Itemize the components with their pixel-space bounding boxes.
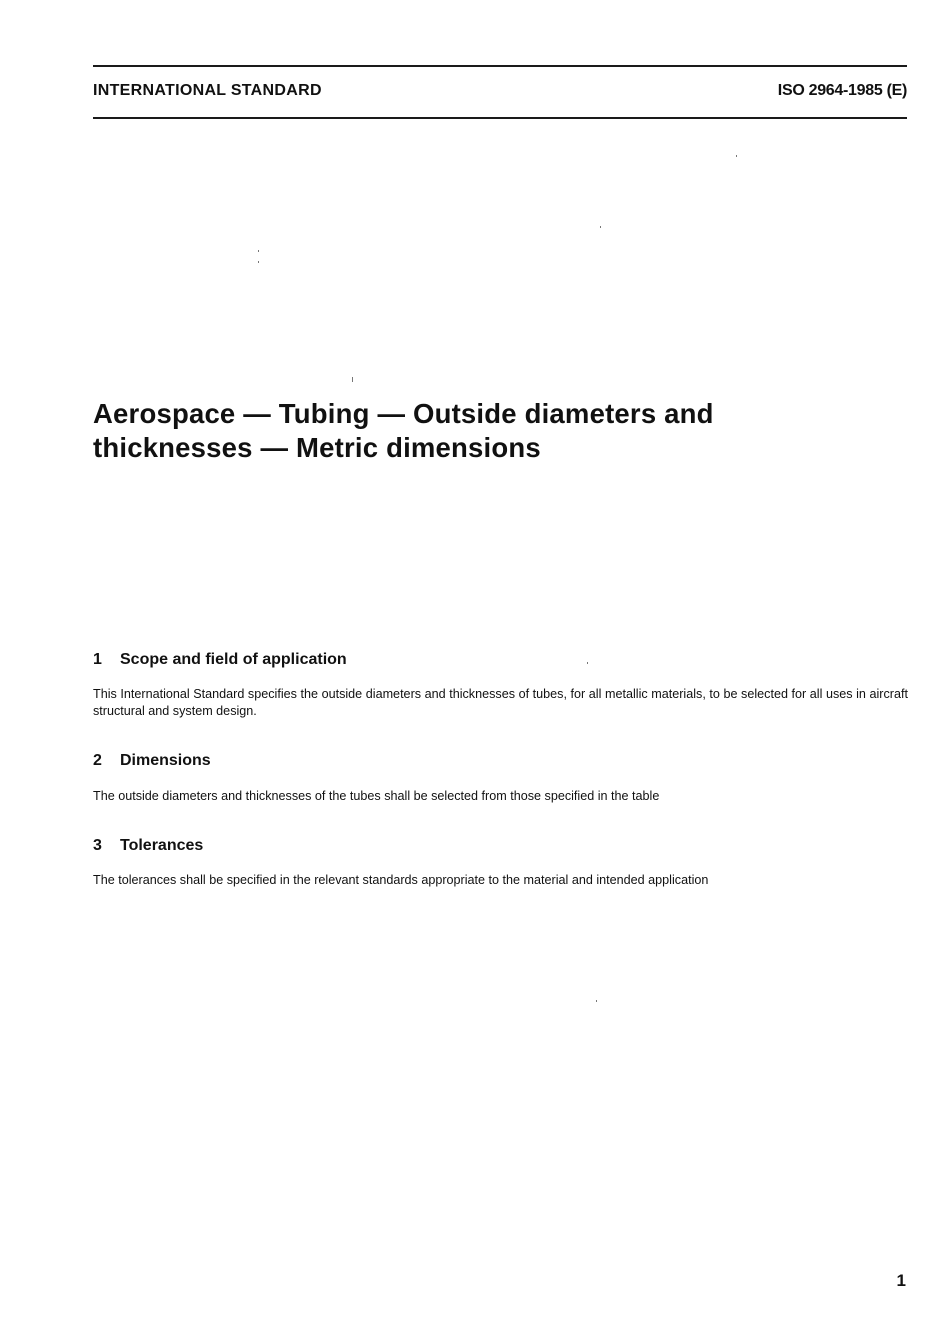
scan-speck (258, 250, 259, 252)
scan-speck (352, 377, 353, 382)
section-2-title: Dimensions (120, 752, 211, 769)
page-number: 1 (896, 1271, 906, 1290)
header-top-rule (93, 65, 907, 67)
section-2-body: The outside diameters and thicknesses of the tubes shall be selected from those specified in the table (93, 789, 660, 803)
scan-speck (587, 662, 588, 664)
scan-speck (596, 1000, 597, 1002)
section-1-number: 1 (93, 651, 102, 668)
section-3-body: The tolerances shall be specified in the relevant standards appropriate to the material and intended application (93, 873, 709, 887)
section-1-title: Scope and field of application (120, 651, 347, 668)
document-type-label: INTERNATIONAL STANDARD (93, 82, 322, 99)
section-2-heading (93, 752, 211, 770)
section-1-body: This International Standard specifies the outside diameters and thicknesses of tubes, for all metallic materials, to be selected for all uses in aircraft structural and system design. (93, 687, 908, 718)
section-1-heading (93, 651, 347, 669)
scan-speck (258, 261, 259, 263)
section-3-title: Tolerances (120, 837, 204, 854)
standard-number-label: ISO 2964-1985 (E) (777, 82, 907, 99)
section-3-heading (93, 837, 203, 855)
document-title-line-1: Aerospace — Tubing — Outside diameters and (93, 398, 714, 429)
scan-speck (736, 155, 737, 157)
header-bottom-rule (93, 117, 907, 119)
section-3-number: 3 (93, 837, 102, 854)
section-2-number: 2 (93, 752, 102, 769)
document-title (93, 397, 893, 465)
scan-speck (600, 226, 601, 228)
document-title-line-2: thicknesses — Metric dimensions (93, 432, 541, 463)
